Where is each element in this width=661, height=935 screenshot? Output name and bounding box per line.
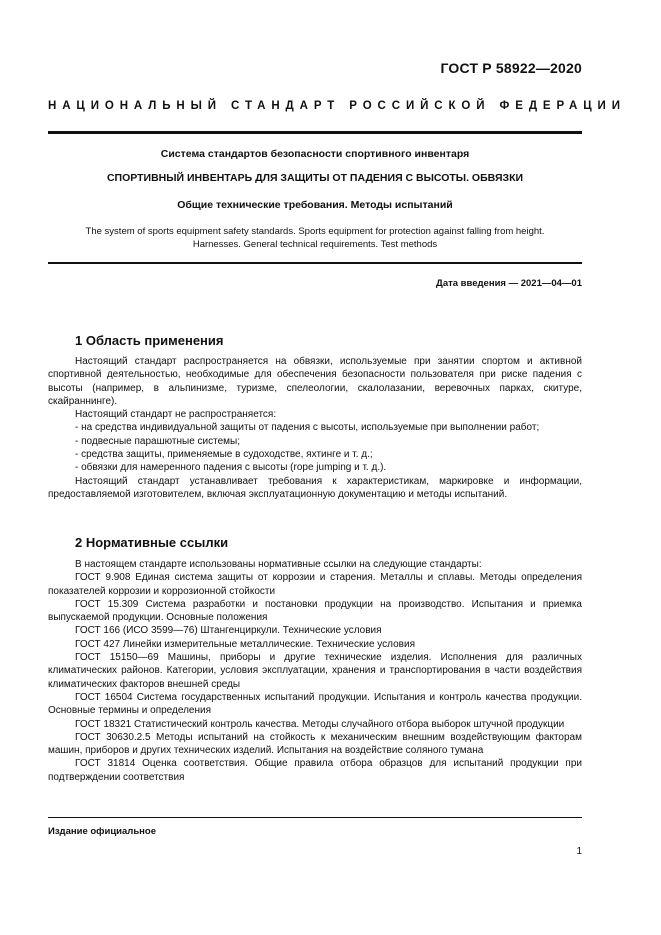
national-standard-heading: НАЦИОНАЛЬНЫЙ СТАНДАРТ РОССИЙСКОЙ ФЕДЕРАЦИИ — [48, 100, 626, 112]
section-1-list-item: - подвесные парашютные системы; — [75, 435, 240, 447]
section-1-list-item: - средства защиты, применяемые в судоходстве, яхтинге и т. д.; — [75, 449, 373, 461]
normative-reference: ГОСТ 9.908 Единая система защиты от коррозии и старения. Металлы и сплавы. Методы определения показателей коррозии и коррозионной стойкости — [48, 572, 582, 597]
section-1-paragraph: Настоящий стандарт распространяется на обвязки, используемые при занятии спортом и активной спортивной деятельностью, необходимые для обеспечения безопасности пользователя при риске падения с высоты (например, в альпинизме, туризме, спелеологии, скалолазании, веревочных парках, скитуре, скайраннинге). — [48, 356, 582, 407]
normative-reference: ГОСТ 427 Линейки измерительные металлические. Технические условия — [75, 638, 415, 650]
normative-reference: ГОСТ 16504 Система государственных испытаний продукции. Испытания и контроль качества продукции. Основные термины и определения — [48, 691, 582, 717]
section-2-body — [48, 558, 582, 784]
standard-main-title: СПОРТИВНЫЙ ИНВЕНТАРЬ ДЛЯ ЗАЩИТЫ ОТ ПАДЕНИЯ С ВЫСОТЫ. ОБВЯЗКИ — [106, 172, 524, 184]
english-title-line-1: The system of sports equipment safety standards. Sports equipment for protection against falling from height. — [85, 226, 545, 237]
gost-number: ГОСТ Р 58922—2020 — [440, 60, 582, 76]
section-1-paragraph: Настоящий стандарт устанавливает требования к характеристикам, маркировке и информации, предоставляемой изготовителем, включая эксплуатационную документацию и методы испытаний. — [48, 475, 582, 500]
english-title-line-2: Harnesses. General technical requirements. Test methods — [192, 239, 438, 250]
section-1-heading: 1 Область применения — [75, 333, 224, 348]
normative-reference: ГОСТ 166 (ИСО 3599—76) Штангенциркули. Технические условия — [75, 625, 382, 637]
normative-reference: ГОСТ 31814 Оценка соответствия. Общие правила отбора образцов для испытаний продукции при подтверждении соответствия — [48, 758, 582, 783]
standard-subtitle: Общие технические требования. Методы испытаний — [177, 199, 453, 211]
top-rule — [48, 131, 582, 134]
section-1-body — [48, 355, 582, 501]
official-edition-label: Издание официальное — [48, 826, 156, 837]
footer-rule — [48, 817, 582, 818]
section-2-heading: 2 Нормативные ссылки — [75, 535, 229, 550]
normative-reference: ГОСТ 18321 Статистический контроль качества. Методы случайного отбора выборок штучной продукции — [75, 718, 565, 730]
normative-reference: ГОСТ 30630.2.5 Методы испытаний на стойкость к механическим внешним воздействующим факторам машин, приборов и других технических изделий. Испытания на воздействие соляного тумана — [48, 731, 582, 757]
date-of-introduction: Дата введения — 2021—04—01 — [436, 278, 582, 289]
section-2-paragraph: В настоящем стандарте использованы нормативные ссылки на следующие стандарты: — [75, 559, 482, 570]
title-bottom-rule — [48, 262, 582, 264]
section-1-paragraph: Настоящий стандарт не распространяется: — [75, 409, 277, 421]
normative-reference: ГОСТ 15.309 Система разработки и постановки продукции на производство. Испытания и приемка выпускаемой продукции. Основные положения — [48, 598, 582, 624]
normative-reference: ГОСТ 15150—69 Машины, приборы и другие технические изделия. Исполнения для различных климатических районов. Категории, условия эксплуатации, хранения и транспортирования в части воздействия климатических факторов внешней среды — [48, 652, 582, 690]
section-1-list-item: - обвязки для намеренного падения с высоты (rope jumping и т. д.). — [75, 462, 387, 474]
section-1-list-item: - на средства индивидуальной защиты от падения с высоты, используемые при выполнении работ; — [75, 422, 540, 434]
page-number: 1 — [576, 846, 582, 857]
standard-system-title: Система стандартов безопасности спортивного инвентаря — [160, 148, 470, 160]
